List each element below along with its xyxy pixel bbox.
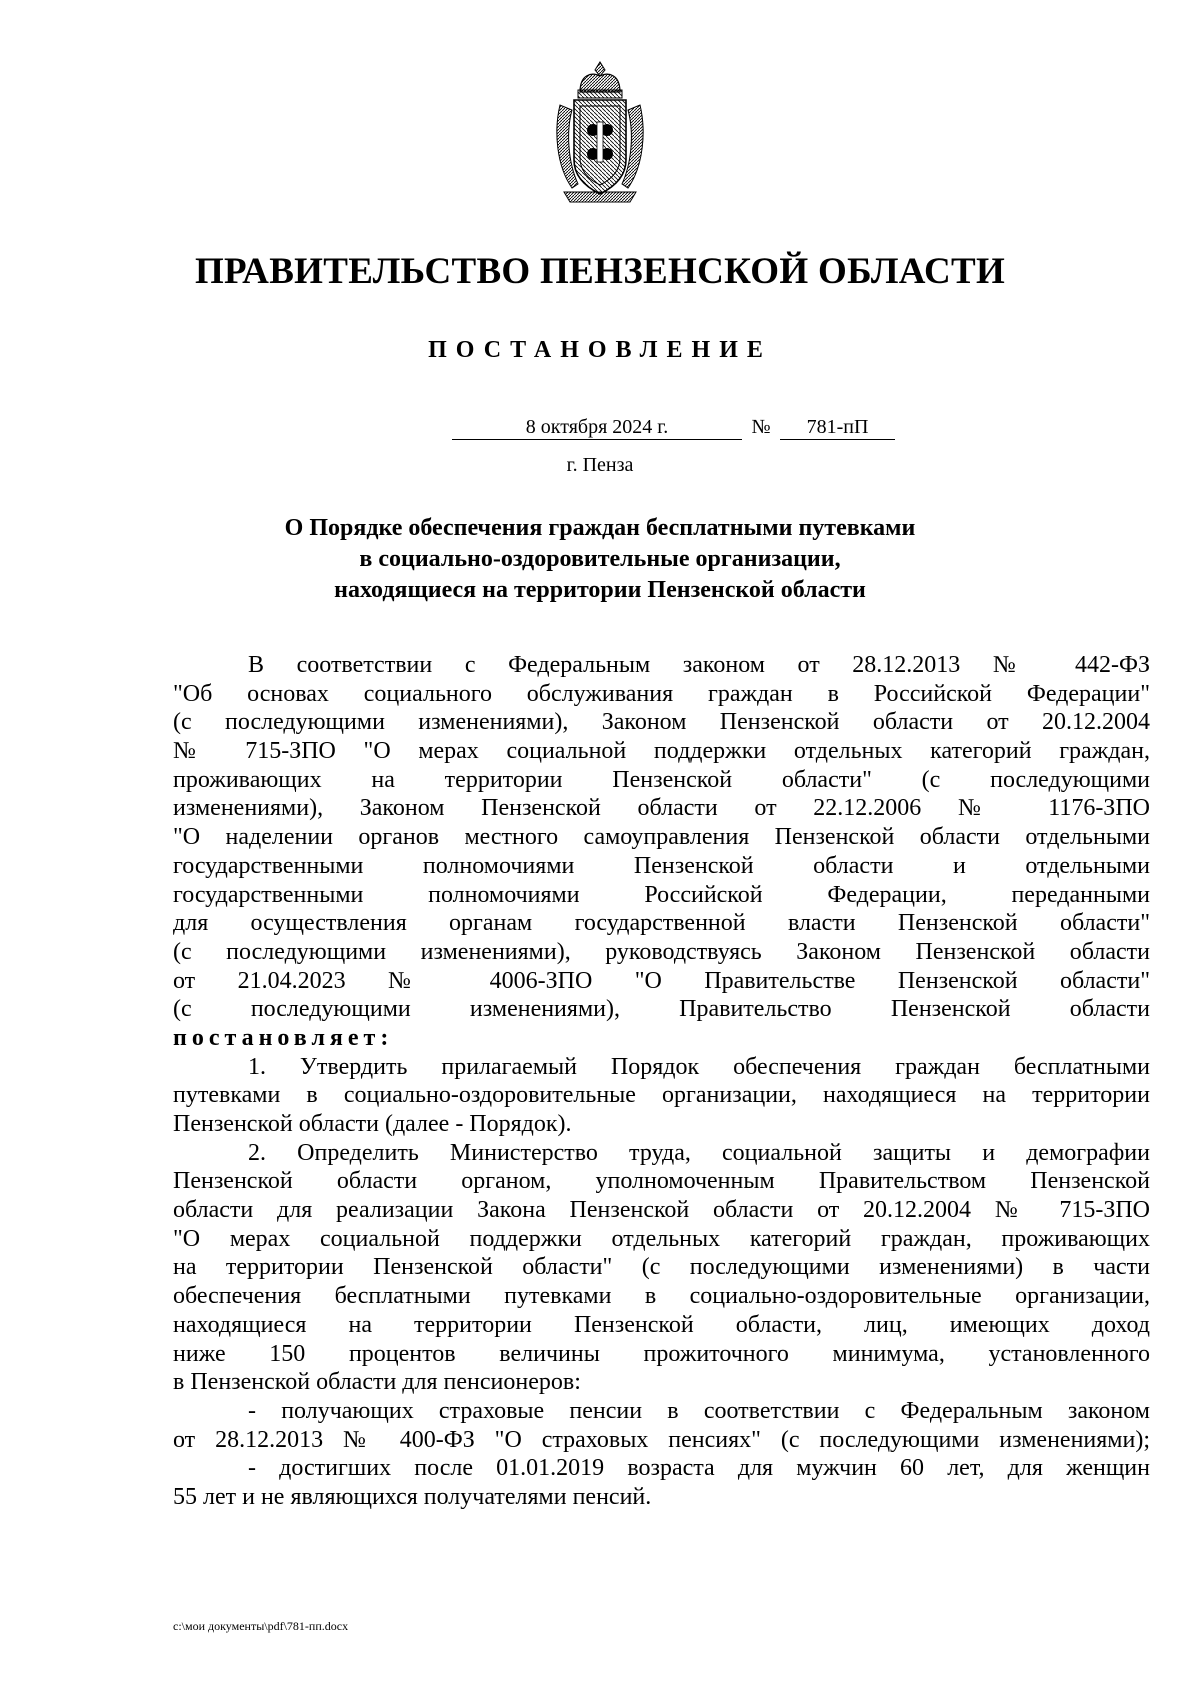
subject-line: находящиеся на территории Пензенской области	[334, 577, 866, 603]
body-line: находящиеся на территории Пензенской области, лиц, имеющих доход	[173, 1311, 1150, 1338]
body-line: на территории Пензенской области" (с последующими изменениями) в части	[173, 1254, 1150, 1281]
subject-line: О Порядке обеспечения граждан бесплатными путевками	[284, 515, 916, 541]
body-line: № 715-ЗПО "О мерах социальной поддержки отдельных категорий граждан,	[173, 738, 1150, 765]
body-line: ниже 150 процентов величины прожиточного минимума, установленного	[173, 1340, 1150, 1367]
document-date: 8 октября 2024 г.	[452, 415, 742, 440]
body-line: 55 лет и не являющихся получателями пенсий.	[173, 1483, 652, 1510]
body-line: от 21.04.2023 № 4006-ЗПО "О Правительстве Пензенской области"	[173, 967, 1150, 994]
number-sign: №	[751, 416, 771, 438]
coat-of-arms-emblem-icon	[550, 60, 650, 205]
body-line: (с последующими изменениями), Законом Пензенской области от 20.12.2004	[173, 709, 1150, 736]
body-line: от 28.12.2013 № 400-ФЗ "О страховых пенсиях" (с последующими изменениями);	[173, 1426, 1150, 1453]
file-path-footer: c:\мои документы\pdf\781-пп.docx	[173, 1619, 349, 1633]
body-line: 2. Определить Министерство труда, социальной защиты и демографии	[248, 1139, 1150, 1166]
city-name: г. Пенза	[566, 454, 634, 476]
document-body	[173, 651, 1150, 1512]
body-line: (с последующими изменениями), Правительство Пензенской области	[173, 996, 1150, 1023]
subject-line: в социально-оздоровительные организации,	[359, 546, 841, 572]
body-line: изменениями), Законом Пензенской области от 22.12.2006 № 1176-ЗПО	[173, 795, 1150, 822]
body-line: путевками в социально-оздоровительные организации, находящиеся на территории	[173, 1082, 1150, 1109]
body-line: государственными полномочиями Российской Федерации, переданными	[173, 881, 1150, 908]
body-line: "О наделении органов местного самоуправления Пензенской области отдельными	[173, 824, 1150, 851]
body-line: для осуществления органам государственной власти Пензенской области"	[173, 910, 1150, 937]
body-line: Пензенской области (далее - Порядок).	[173, 1111, 572, 1137]
body-line: 1. Утвердить прилагаемый Порядок обеспечения граждан бесплатными	[248, 1053, 1150, 1080]
body-line: - достигших после 01.01.2019 возраста для мужчин 60 лет, для женщин	[248, 1455, 1150, 1482]
body-line: области для реализации Закона Пензенской области от 20.12.2004 № 715-ЗПО	[173, 1197, 1150, 1224]
resolution-word: постановляет:	[173, 1024, 394, 1051]
body-line: проживающих на территории Пензенской области" (с последующими	[173, 766, 1150, 793]
body-line: (с последующими изменениями), руководствуясь Законом Пензенской области	[173, 938, 1150, 965]
body-line: в Пензенской области для пенсионеров:	[173, 1369, 581, 1396]
document-subject	[0, 513, 1200, 606]
body-line: "О мерах социальной поддержки отдельных категорий граждан, проживающих	[173, 1225, 1150, 1252]
document-type: ПОСТАНОВЛЕНИЕ	[428, 337, 772, 363]
document-number: 781-пП	[780, 415, 895, 440]
body-line: Пензенской области органом, уполномоченным Правительством Пензенской	[173, 1168, 1150, 1195]
body-line: В соответствии с Федеральным законом от 28.12.2013 № 442-ФЗ	[248, 652, 1150, 678]
body-line: обеспечения бесплатными путевками в социально-оздоровительные организации,	[173, 1283, 1150, 1310]
body-line: государственными полномочиями Пензенской области и отдельными	[173, 852, 1150, 879]
body-line: "Об основах социального обслуживания граждан в Российской Федерации"	[173, 680, 1150, 707]
body-line: - получающих страховые пенсии в соответствии с Федеральным законом	[248, 1397, 1150, 1424]
organization-title: ПРАВИТЕЛЬСТВО ПЕНЗЕНСКОЙ ОБЛАСТИ	[194, 251, 1006, 292]
